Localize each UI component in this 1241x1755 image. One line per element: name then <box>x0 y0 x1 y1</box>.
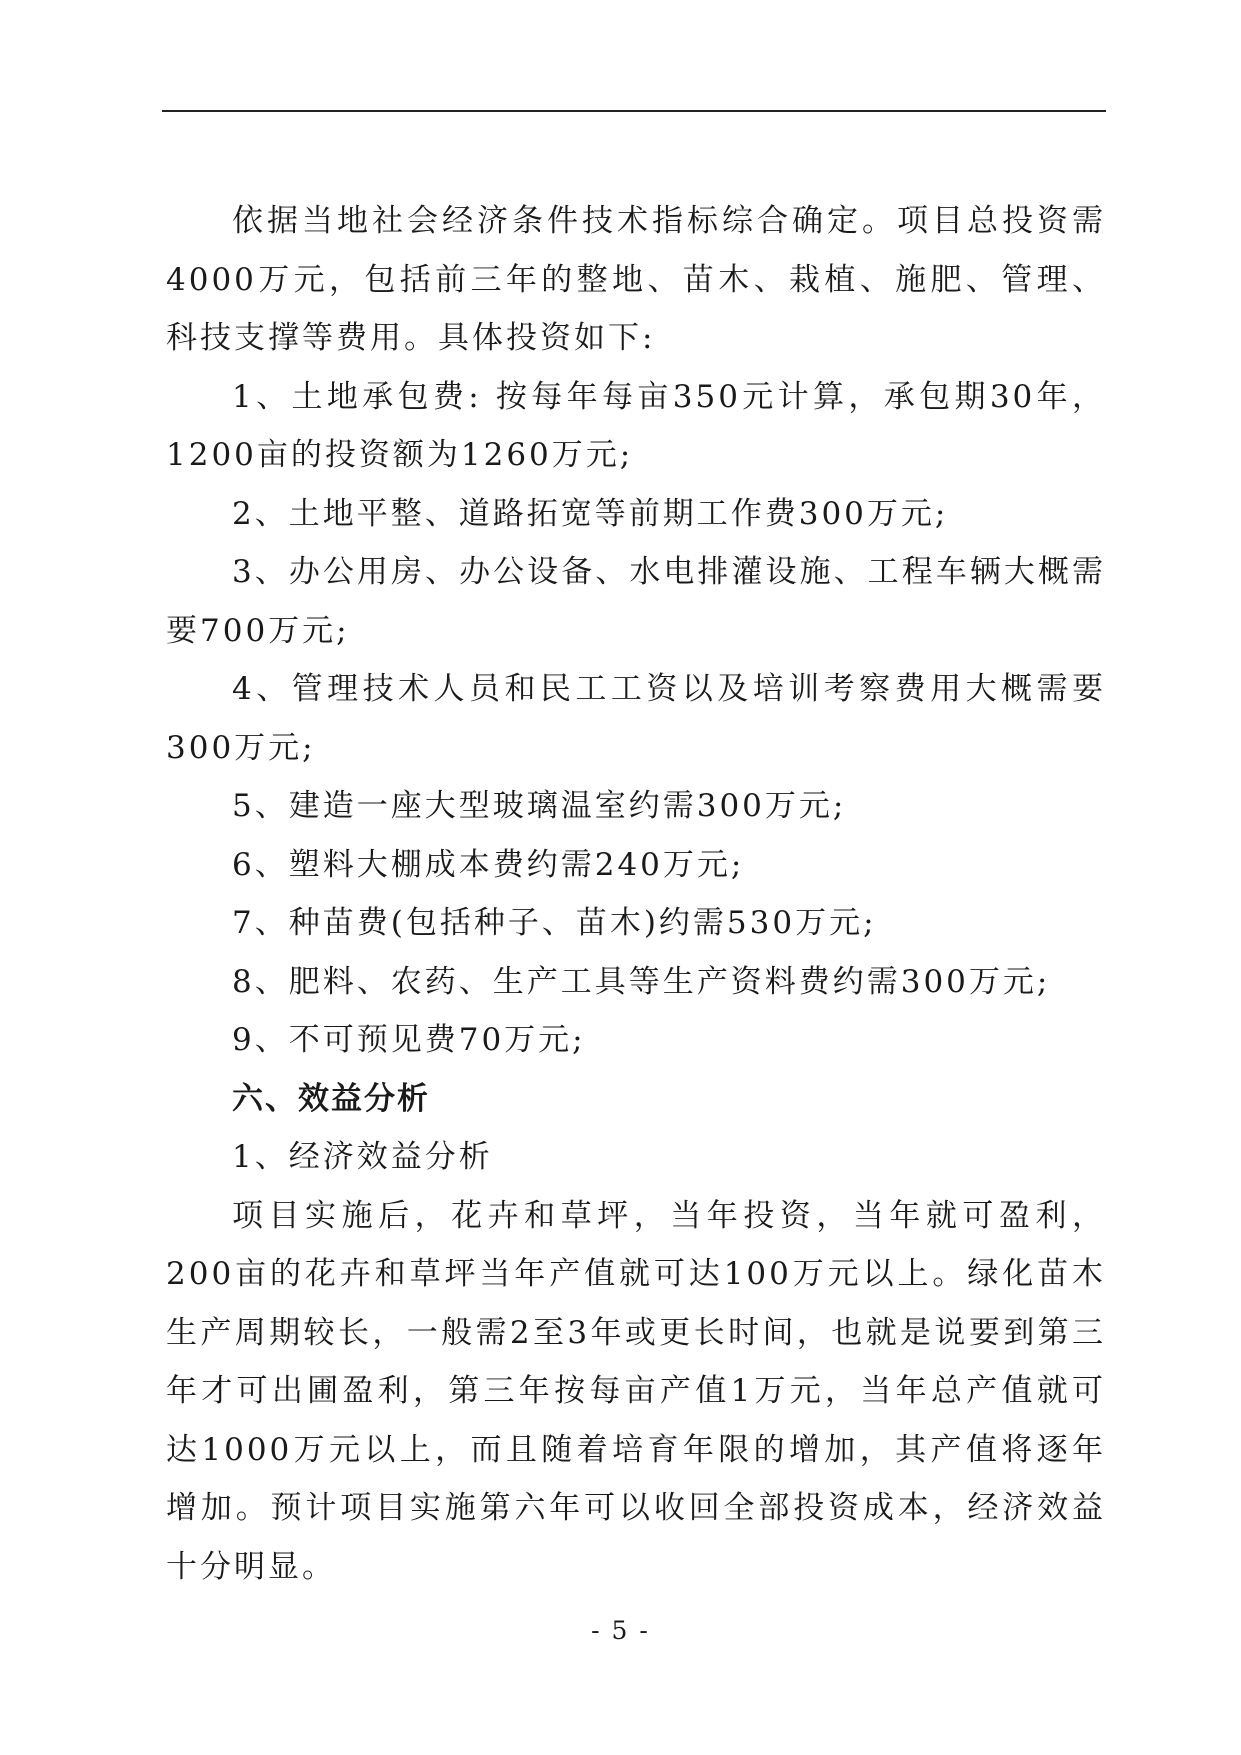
paragraph-item-6: 6、塑料大棚成本费约需240万元; <box>232 846 745 883</box>
paragraph-economic-benefit: 项目实施后，花卉和草坪，当年投资，当年就可盈利，200亩的花卉和草坪当年产值就可达100万元以上。绿化苗木生产周期较长，一般需2至3年或更长时间，也就是说要到第三年才可出圃盈利，第三年按每亩产值1万元，当年总产值就可达1000万元以上，而且随着培育年限的增加，其产值将逐年增加。预计项目实施第六年可以收回全部投资成本，经济效益十分明显。 <box>166 1197 1106 1585</box>
paragraph-item-9: 9、不可预见费70万元; <box>232 1022 586 1058</box>
paragraph-item-8: 8、肥料、农药、生产工具等生产资料费约需300万元; <box>232 963 1051 1000</box>
paragraph-item-4: 4、管理技术人员和民工工资以及培训考察费用大概需要300万元; <box>166 671 1106 766</box>
subsection-heading: 1、经济效益分析 <box>232 1139 493 1175</box>
document-body <box>166 192 1106 1596</box>
paragraph-item-5: 5、建造一座大型玻璃温室约需300万元; <box>232 788 847 824</box>
paragraph-item-7: 7、种苗费(包括种子、苗木)约需530万元; <box>232 905 877 941</box>
section-heading: 六、效益分析 <box>232 1080 430 1117</box>
paragraph-total-investment: 依据当地社会经济条件技术指标综合确定。项目总投资需4000万元，包括前三年的整地、苗木、栽植、施肥、管理、科技支撑等费用。具体投资如下: <box>166 203 1106 356</box>
paragraph-item-1: 1、土地承包费: 按每年每亩350元计算，承包期30年，1200亩的投资额为1260万元; <box>166 378 1106 473</box>
header-rule <box>162 110 1106 112</box>
paragraph-item-2: 2、土地平整、道路拓宽等前期工作费300万元; <box>232 495 949 532</box>
page-number: - 5 - <box>591 1616 650 1645</box>
paragraph-item-3: 3、办公用房、办公设备、水电排灌设施、工程车辆大概需要700万元; <box>166 554 1106 649</box>
